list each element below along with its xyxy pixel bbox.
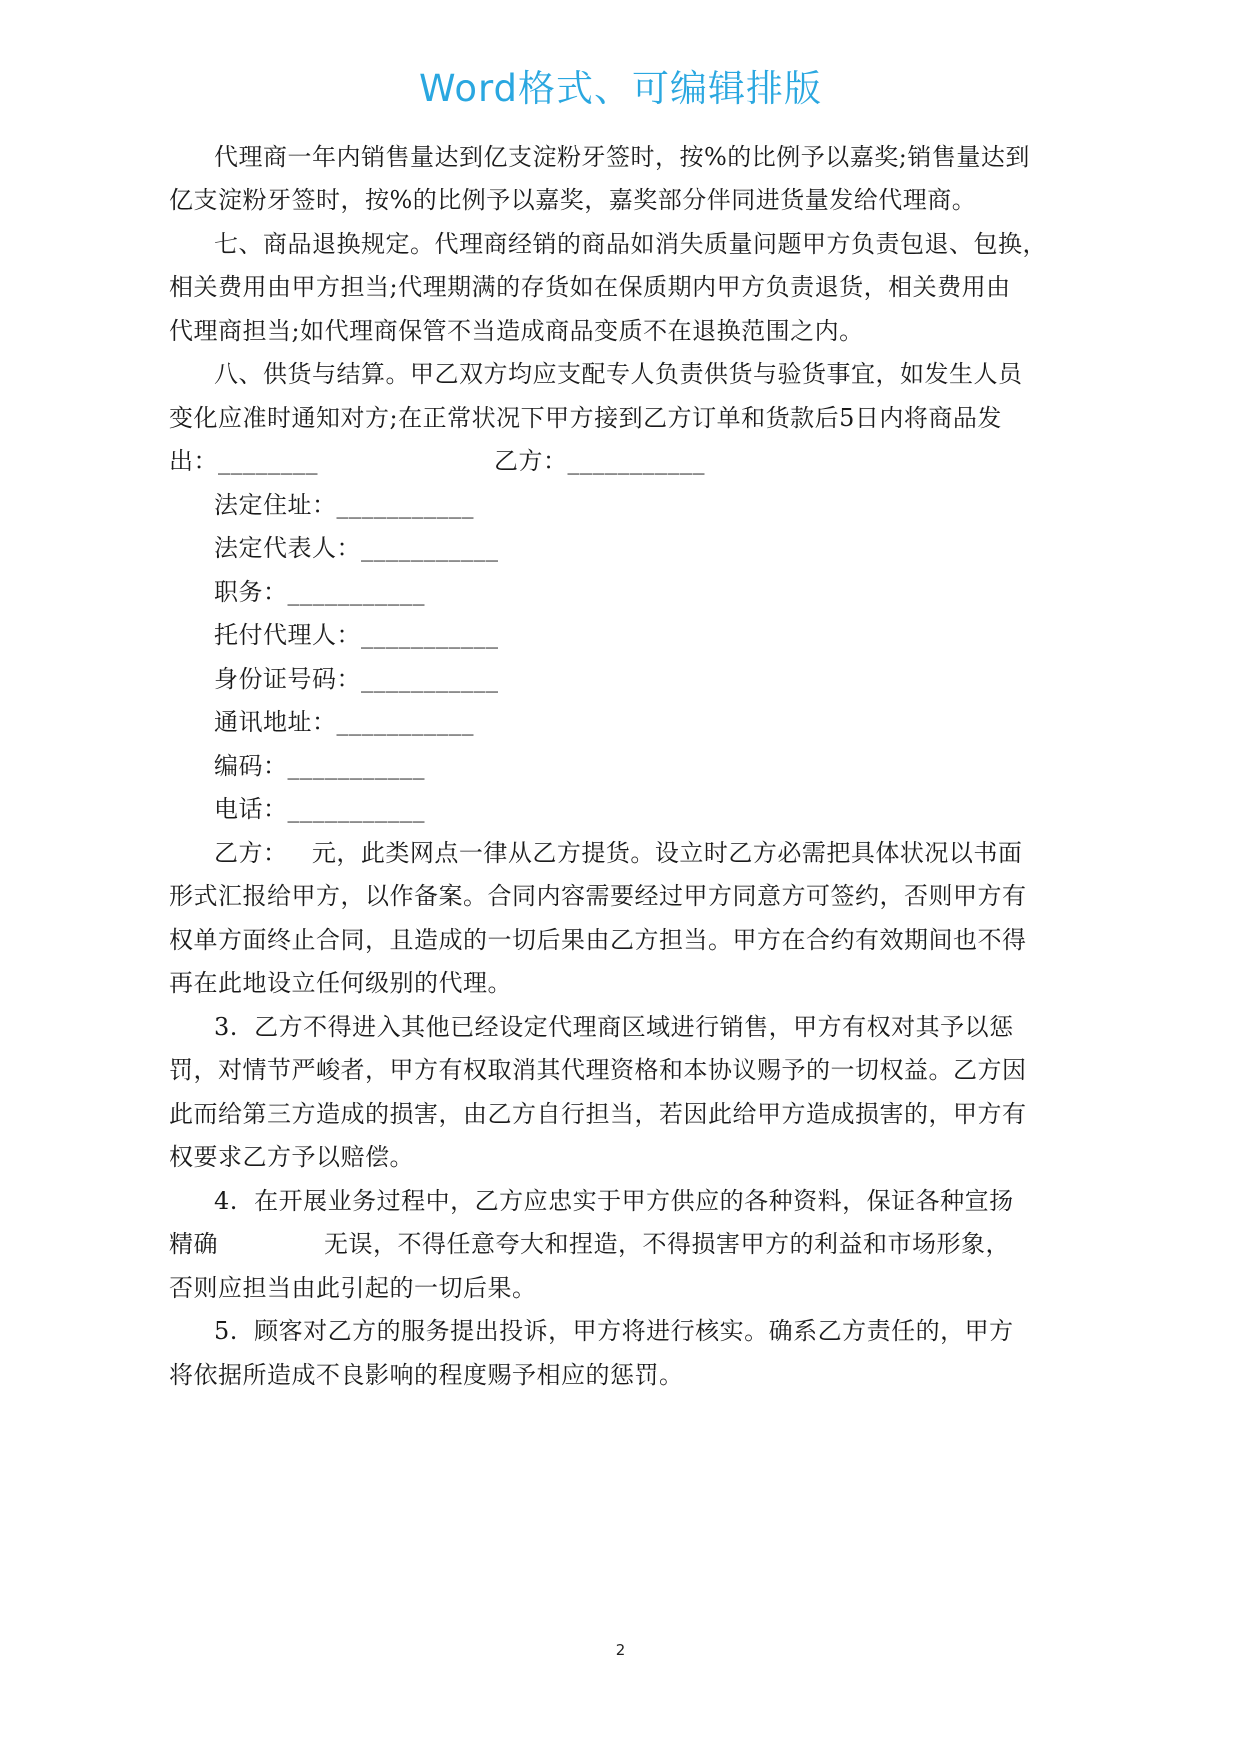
page-header-title: Word格式、可编辑排版 bbox=[418, 67, 823, 110]
text-line: 七、商品退换规定。代理商经销的商品如消失质量问题甲方负责包退、包换， bbox=[214, 230, 1047, 258]
text-line: 相关费用由甲方担当;代理期满的存货如在保质期内甲方负责退货，相关费用由 bbox=[169, 273, 1011, 301]
form-field-id-number: 身份证号码：___________ bbox=[214, 665, 499, 693]
text-line: 罚，对情节严峻者，甲方有权取消其代理资格和本协议赐予的一切权益。乙方因 bbox=[169, 1056, 1027, 1084]
text-line: 再在此地设立任何级别的代理。 bbox=[169, 969, 512, 997]
page-number: 2 bbox=[615, 1641, 626, 1659]
text-line: 无误，不得任意夸大和捏造，不得损害甲方的利益和市场形象， bbox=[324, 1230, 1010, 1258]
text-line: 乙方： 元，此类网点一律从乙方提货。设立时乙方必需把具体状况以书面 bbox=[214, 839, 1023, 867]
text-line: 八、供货与结算。甲乙双方均应支配专人负责供货与验货事宜，如发生人员 bbox=[214, 360, 1023, 388]
text-line: 5. 顾客对乙方的服务提出投诉，甲方将进行核实。确系乙方责任的，甲方 bbox=[214, 1317, 1014, 1345]
form-field-address: 法定住址：___________ bbox=[214, 491, 474, 519]
text-line: 3. 乙方不得进入其他已经设定代理商区域进行销售，甲方有权对其予以惩 bbox=[214, 1013, 1014, 1041]
text-line: 权要求乙方予以赔偿。 bbox=[169, 1143, 414, 1171]
form-field-position: 职务：___________ bbox=[214, 578, 425, 606]
form-field-chu: 出：________ bbox=[169, 447, 318, 475]
text-line: 亿支淀粉牙签时，按%的比例予以嘉奖，嘉奖部分伴同进货量发给代理商。 bbox=[169, 186, 977, 214]
form-field-phone: 电话：___________ bbox=[214, 795, 425, 823]
text-line: 形式汇报给甲方，以作备案。合同内容需要经过甲方同意方可签约，否则甲方有 bbox=[169, 882, 1027, 910]
text-line: 代理商一年内销售量达到亿支淀粉牙签时，按%的比例予以嘉奖;销售量达到 bbox=[214, 143, 1030, 171]
text-line: 此而给第三方造成的损害，由乙方自行担当，若因此给甲方造成损害的，甲方有 bbox=[169, 1100, 1027, 1128]
form-field-code: 编码：___________ bbox=[214, 752, 425, 780]
text-line: 代理商担当;如代理商保管不当造成商品变质不在退换范围之内。 bbox=[169, 317, 864, 345]
form-field-yifang: 乙方：___________ bbox=[494, 447, 705, 475]
text-line: 精确 bbox=[169, 1230, 218, 1258]
form-field-legal-rep: 法定代表人：___________ bbox=[214, 534, 499, 562]
text-line: 权单方面终止合同，且造成的一切后果由乙方担当。甲方在合约有效期间也不得 bbox=[169, 926, 1027, 954]
text-line: 4. 在开展业务过程中，乙方应忠实于甲方供应的各种资料，保证各种宣扬 bbox=[214, 1187, 1014, 1215]
text-line: 将依据所造成不良影响的程度赐予相应的惩罚。 bbox=[169, 1361, 684, 1389]
text-line: 变化应准时通知对方;在正常状况下甲方接到乙方订单和货款后5日内将商品发 bbox=[169, 404, 1002, 432]
form-field-mail-address: 通讯地址：___________ bbox=[214, 708, 474, 736]
text-line: 否则应担当由此引起的一切后果。 bbox=[169, 1274, 537, 1302]
form-field-agent: 托付代理人：___________ bbox=[214, 621, 499, 649]
